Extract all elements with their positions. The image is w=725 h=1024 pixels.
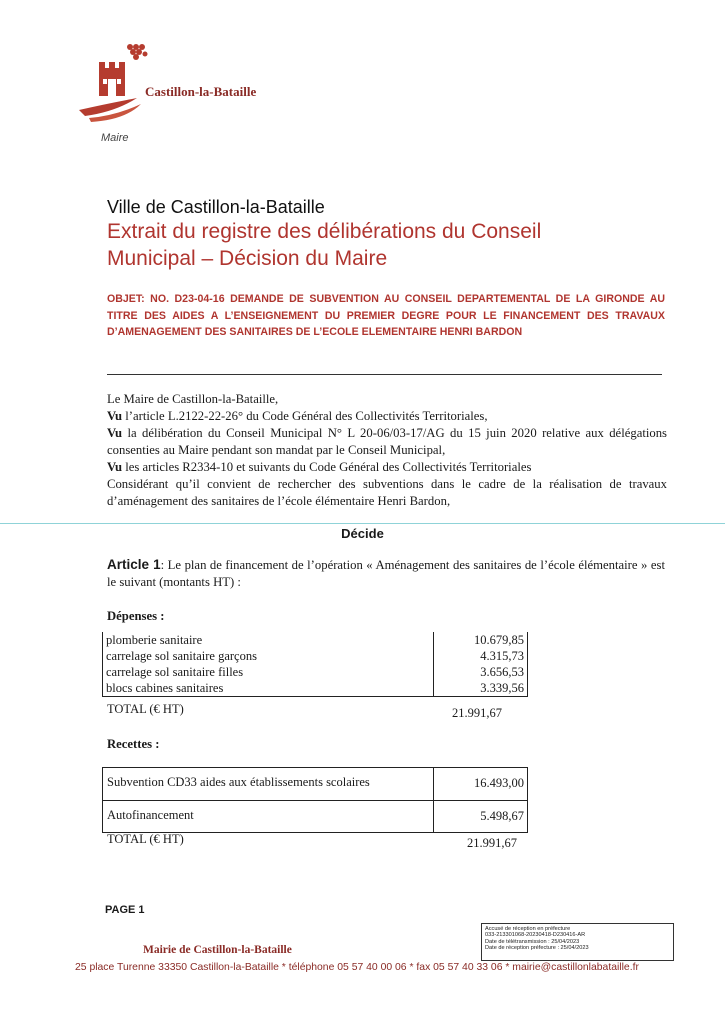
prefecture-stamp — [481, 923, 674, 961]
preamble — [107, 391, 667, 510]
column-divider — [433, 801, 434, 832]
section-divider — [0, 523, 725, 524]
preamble-vu-1 — [107, 408, 667, 425]
revenue-row — [102, 767, 528, 801]
table-row — [103, 632, 528, 648]
revenue-label: Autofinancement — [107, 808, 194, 822]
expense-label: plomberie sanitaire — [103, 632, 434, 648]
vu-label: Vu — [107, 460, 123, 474]
city-heading: Ville de Castillon-la-Bataille — [107, 197, 325, 217]
column-divider — [433, 768, 434, 800]
vu-text: la délibération du Conseil Municipal N° L 20-06/03-17/AG du 15 juin 2020 relative aux délégations consenties au Maire pendant son mandat par le Conseil Municipal, — [107, 426, 667, 457]
preamble-considerant: Considérant qu’il convient de rechercher des subventions dans le cadre de la réalisation de travaux d’aménagement des sanitaires de l’école élémentaire Henri Bardon, — [107, 477, 667, 508]
object-statement: OBJET: NO. D23-04-16 DEMANDE DE SUBVENTION AU CONSEIL DEPARTEMENTAL DE LA GIRONDE AU TITRE DES AIDES A L’ENSEIGNEMENT DU PREMIER DEGRE POUR LE FINANCEMENT DES TRAVAUX D’AMENAGEMENT DES SANITAIRES DE L’ECOLE ELEMENTAIRE HENRI BARDON — [107, 293, 665, 338]
page-number: PAGE 1 — [105, 904, 145, 916]
article-text: : Le plan de financement de l’opération « Aménagement des sanitaires de l’école élémentaire » est le suivant (montants HT) : — [107, 558, 665, 589]
horizontal-rule — [107, 374, 662, 375]
table-row — [103, 680, 528, 697]
stamp-line: Accusé de réception en préfecture — [485, 926, 571, 932]
article-label: Article 1 — [107, 557, 161, 572]
footer-town-hall: Mairie de Castillon-la-Bataille — [143, 944, 292, 956]
expenses-table — [102, 632, 528, 697]
document-title — [107, 218, 667, 272]
castle-logo — [75, 42, 150, 132]
revenues-total-label: TOTAL (€ HT) — [107, 832, 184, 846]
expense-label: carrelage sol sanitaire garçons — [103, 648, 434, 664]
revenue-amount: 5.498,67 — [480, 809, 524, 823]
logo-town-name: Castillon-la-Bataille — [145, 84, 257, 99]
revenue-row — [102, 800, 528, 833]
vu-text: l’article L.2122-22-26° du Code Général des Collectivités Territoriales, — [122, 409, 488, 423]
vu-text: les articles R2334-10 et suivants du Code Général des Collectivités Territoriales — [122, 460, 532, 474]
expense-label: blocs cabines sanitaires — [103, 680, 434, 697]
expense-amount: 3.339,56 — [434, 680, 528, 697]
revenues-title: Recettes : — [107, 737, 160, 751]
stamp-line: Date de réception préfecture : 25/04/2023 — [485, 945, 589, 952]
preamble-vu-2 — [107, 425, 667, 459]
title-line-2: Municipal – Décision du Maire — [107, 247, 388, 270]
vu-label: Vu — [107, 409, 123, 423]
vu-label: Vu — [107, 426, 123, 440]
expense-label: carrelage sol sanitaire filles — [103, 664, 434, 680]
stamp-line: 033-213301068-20230418-D230416-AR — [485, 932, 586, 939]
logo-role: Maire — [101, 132, 129, 144]
revenue-label: Subvention CD33 aides aux établissements scolaires — [107, 775, 370, 789]
expenses-total-label: TOTAL (€ HT) — [107, 702, 184, 716]
table-row — [103, 648, 528, 664]
revenue-amount: 16.493,00 — [474, 776, 524, 790]
preamble-vu-3 — [107, 459, 667, 476]
expense-amount: 10.679,85 — [434, 632, 528, 648]
article-1 — [107, 556, 665, 591]
stamp-line: Date de télétransmission : 25/04/2023 — [485, 938, 580, 945]
revenues-total-amount: 21.991,67 — [467, 836, 517, 850]
title-line-1: Extrait du registre des délibérations du Conseil — [107, 220, 542, 243]
preamble-intro: Le Maire de Castillon-la-Bataille, — [107, 392, 279, 406]
expense-amount: 3.656,53 — [434, 664, 528, 680]
expenses-title: Dépenses : — [107, 609, 165, 623]
footer-address: 25 place Turenne 33350 Castillon-la-Bataille * téléphone 05 57 40 00 06 * fax 05 57 40 33 06 * mairie@castillonlabataille.fr — [75, 962, 639, 973]
decide-heading: Décide — [341, 526, 384, 541]
table-row — [103, 664, 528, 680]
expense-amount: 4.315,73 — [434, 648, 528, 664]
expenses-total-amount: 21.991,67 — [452, 706, 502, 720]
